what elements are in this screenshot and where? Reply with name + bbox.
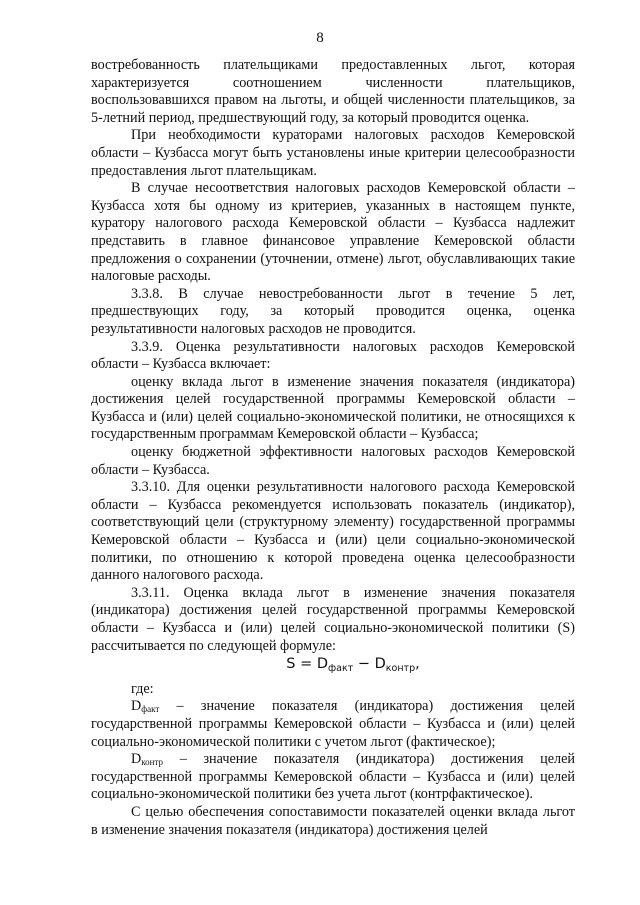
formula — [91, 656, 575, 678]
paragraph-3-3-10: 3.3.10. Для оценки результативности налогового расхода Кемеровской области – Кузбасса рекомендуется использовать показатель (индикатор), соответствующий цели (структурному элементу) государственной программы Кемеровской области – Кузбасса и (или) цели социально-экономической политики, по отношению к которой проведена оценка целесообразности данного налогового расхода. — [91, 479, 575, 584]
definition-text: – значение показателя (индикатора) достижения целей государственной программы Кемеровской области – Кузбасса и (или) целей социально-экономической политики с учетом льгот (фактическое); — [91, 698, 575, 750]
definition-text: – значение показателя (индикатора) достижения целей государственной программы Кемеровской области – Кузбасса и (или) целей социально-экономической политики без учета льгот (контрфактическое). — [91, 751, 575, 803]
formula-mid: − D — [353, 656, 386, 673]
paragraph-last: С целью обеспечения сопоставимости показателей оценки вклада льгот в изменение значения показателя (индикатора) достижения целей — [91, 803, 575, 838]
definition-symbol: D — [131, 698, 142, 715]
formula-lhs: S = D — [286, 656, 329, 673]
paragraph: При необходимости кураторами налоговых расходов Кемеровской области – Кузбасса могут быть установлены иные критерии целесообразности предоставления льгот плательщикам. — [91, 127, 575, 179]
paragraph-3-3-9: 3.3.9. Оценка результативности налоговых расходов Кемеровской области – Кузбасса включает: — [91, 338, 575, 373]
formula-sub-contr: контр — [385, 663, 416, 675]
definition-d-contr — [91, 751, 575, 804]
paragraph: В случае несоответствия налоговых расходов Кемеровской области – Кузбасса хотя бы одному из критериев, указанных в настоящем пункте, куратору налогового расхода Кемеровской области – Кузбасса надлежит представить в главное финансовое управление Кемеровской области предложения о сохранении (уточнении, отмене) льгот, обуславливающих такие налоговые расходы. — [91, 180, 575, 285]
paragraph: оценку бюджетной эффективности налоговых расходов Кемеровской области – Кузбасса. — [91, 444, 575, 478]
paragraph-3-3-11: 3.3.11. Оценка вклада льгот в изменение значения показателя (индикатора) достижения целей государственной программы Кемеровской области – Кузбасса и (или) целей социально-экономической политики (S) рассчитывается по следующей формуле: — [91, 584, 575, 654]
document-body — [91, 57, 575, 839]
paragraph: востребованность плательщиками предоставленных льгот, которая характеризуется соотношением численности плательщиков, воспользовавшихся правом на льготы, и общей численности плательщиков, за 5-летний период, предшествующий году, за который проводится оценка. — [91, 57, 575, 126]
page-number: 8 — [316, 30, 324, 46]
paragraph: оценку вклада льгот в изменение значения показателя (индикатора) достижения целей государственной программы Кемеровской области – Кузбасса и (или) целей социально-экономической политики, не относящихся к государственным программам Кемеровской области – Кузбасса; — [91, 373, 575, 443]
paragraph-3-3-8: 3.3.8. В случае невостребованности льгот в течение 5 лет, предшествующих году, за который проводится оценка, оценка результативности налоговых расходов не проводится. — [91, 285, 575, 337]
formula-tail: , — [415, 656, 420, 673]
definition-symbol: D — [131, 751, 142, 768]
definition-subscript: факт — [141, 704, 160, 715]
definition-subscript: контр — [141, 757, 164, 768]
formula-sub-fact: факт — [328, 663, 354, 675]
where-label: где: — [131, 680, 154, 697]
definition-d-fact — [91, 698, 575, 751]
